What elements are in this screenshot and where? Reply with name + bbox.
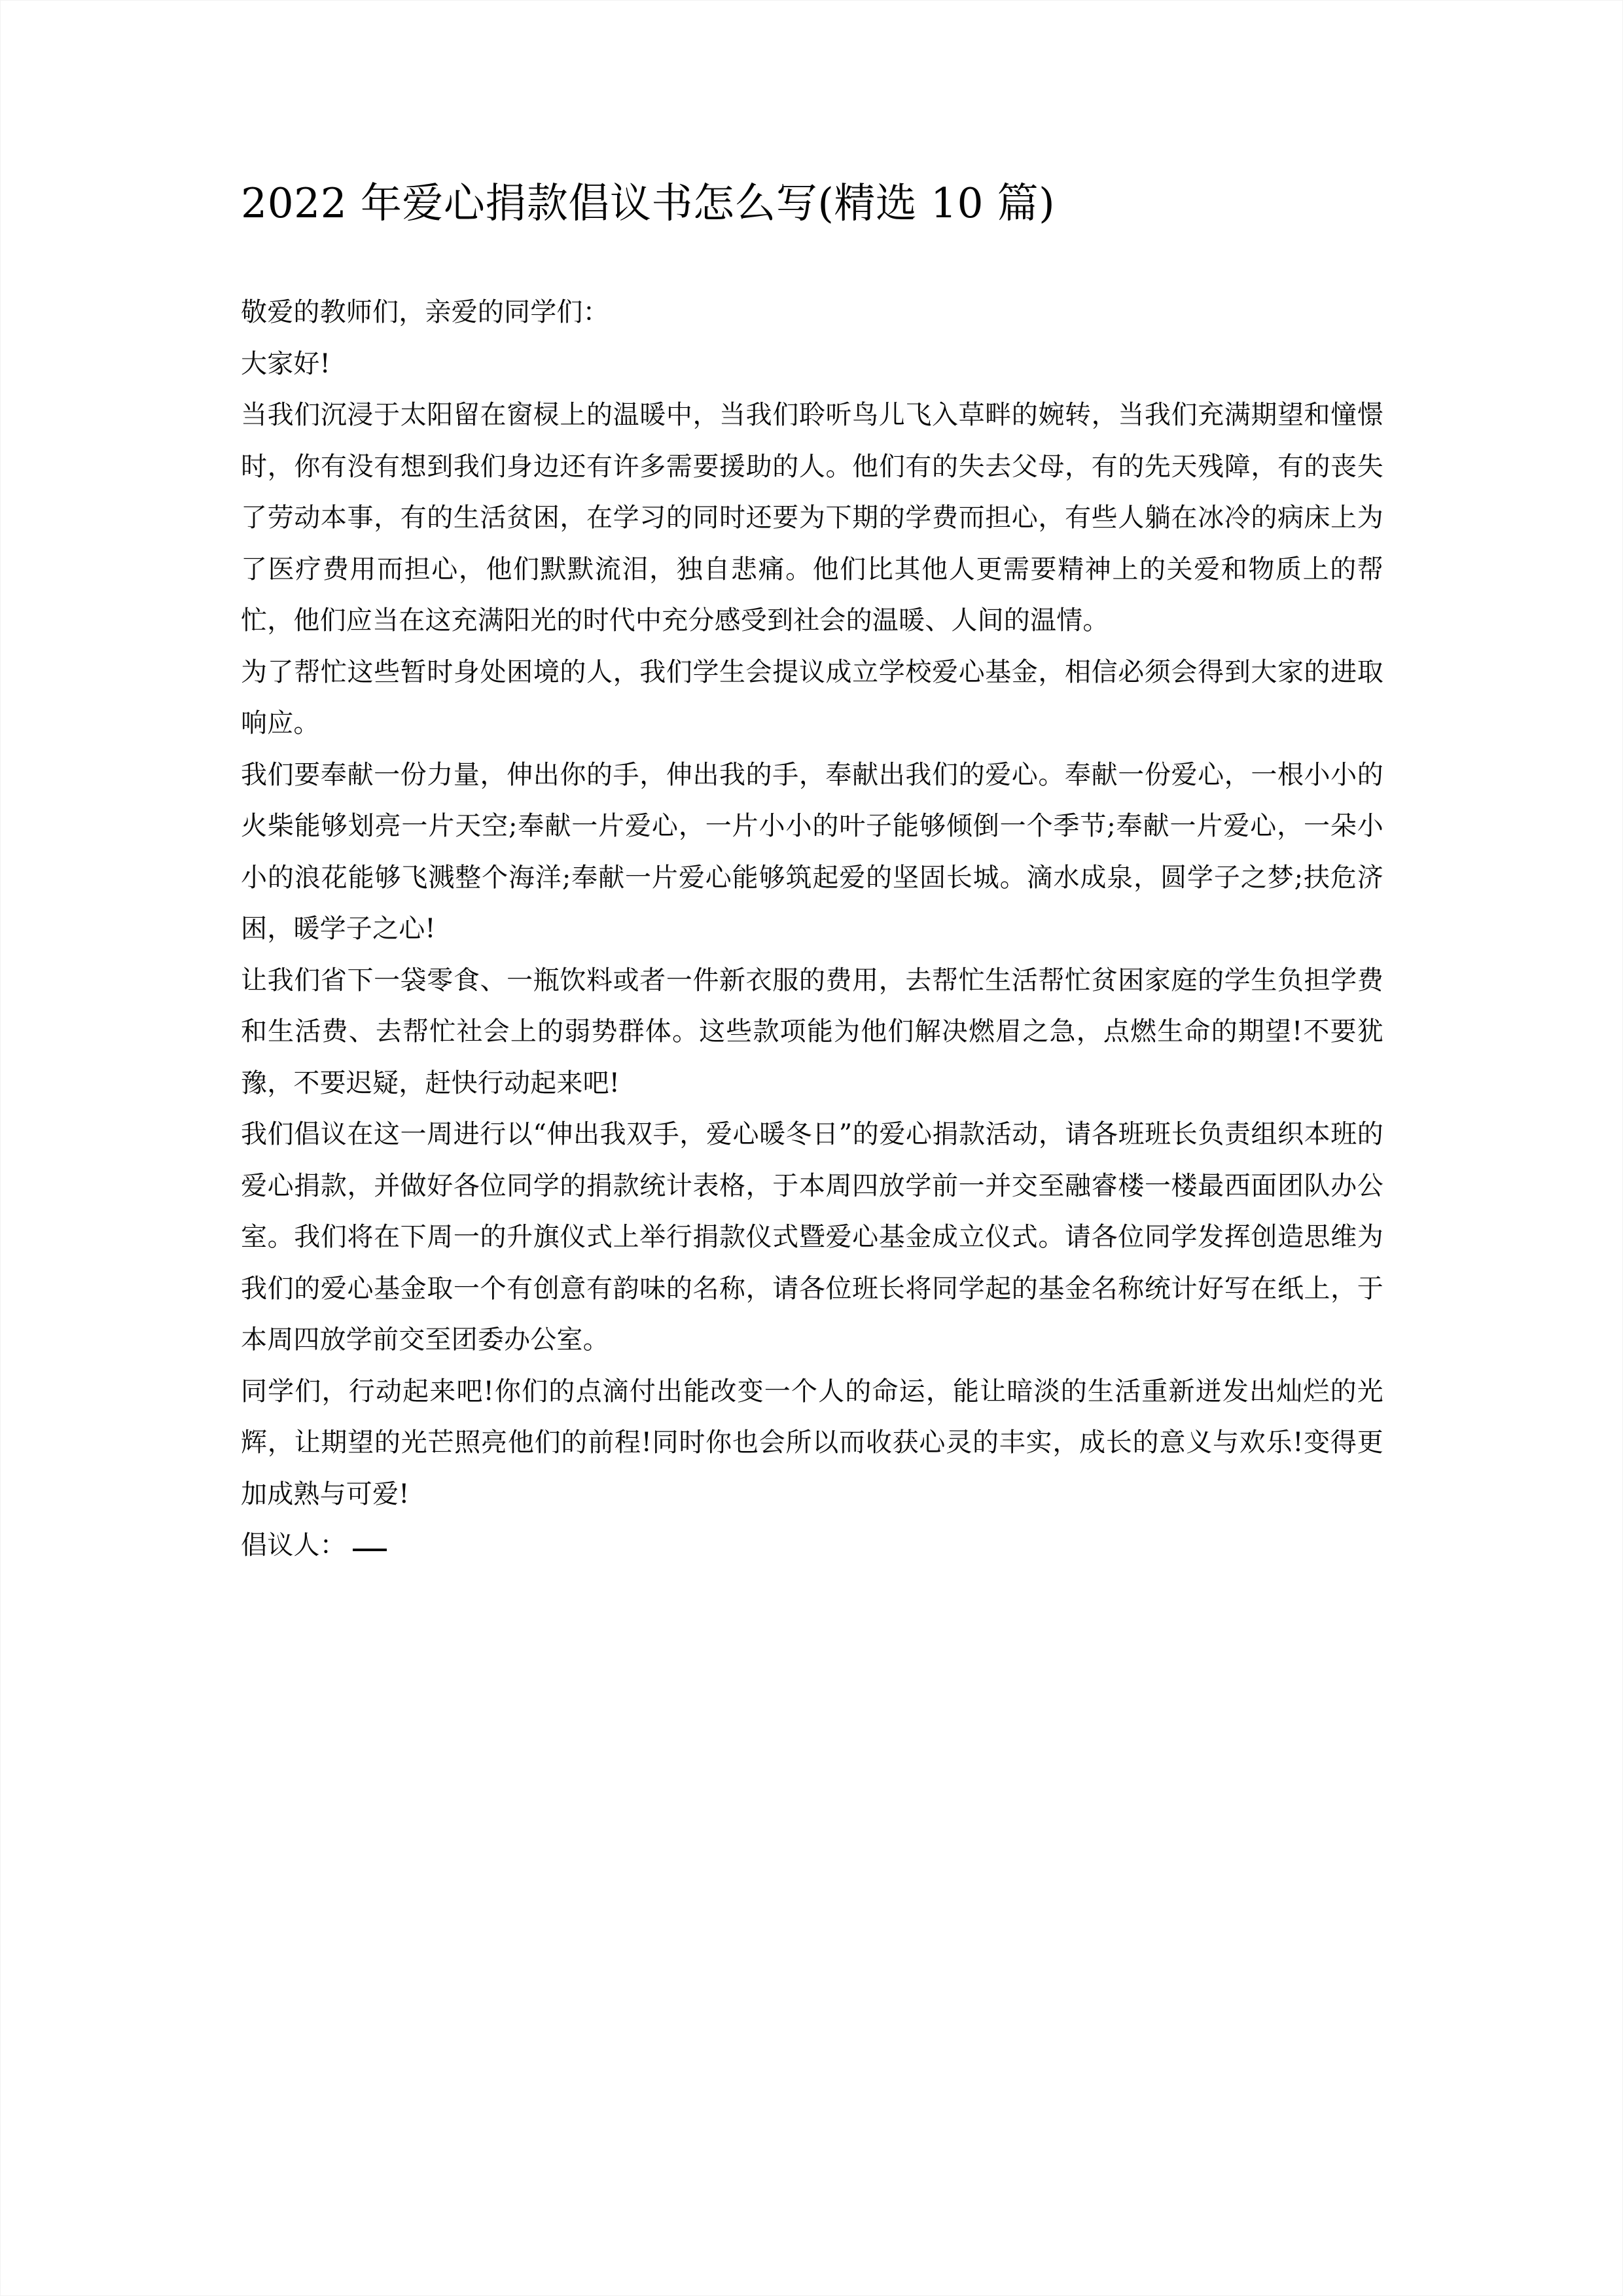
document-content bbox=[241, 175, 1383, 1571]
salutation-line: 敬爱的教师们，亲爱的同学们： bbox=[241, 297, 609, 327]
signature-blank bbox=[353, 1549, 387, 1551]
page-title: 2022 年爱心捐款倡议书怎么写(精选 10 篇) bbox=[241, 179, 1056, 227]
body-paragraph-1: 当我们沉浸于太阳留在窗棂上的温暖中，当我们聆听鸟儿飞入草畔的婉转，当我们充满期望和憧憬时，你有没有想到我们身边还有许多需要援助的人。他们有的失去父母，有的先天残障，有的丧失了劳动本事，有的生活贫困，在学习的同时还要为下期的学费而担心，有些人躺在冰冷的病床上为了医疗费用而担心，他们默默流泪，独自悲痛。他们比其他人更需要精神上的关爱和物质上的帮忙，他们应当在这充满阳光的时代中充分感受到社会的温暖、人间的温情。 bbox=[241, 400, 1383, 636]
body-paragraph-3: 我们要奉献一份力量，伸出你的手，伸出我的手，奉献出我们的爱心。奉献一份爱心，一根小小的火柴能够划亮一片天空;奉献一片爱心，一片小小的叶子能够倾倒一个季节;奉献一片爱心，一朵小小的浪花能够飞溅整个海洋;奉献一片爱心能够筑起爱的坚固长城。滴水成泉，圆学子之梦;扶危济困，暖学子之心! bbox=[241, 759, 1383, 944]
body-paragraph-6: 同学们，行动起来吧!你们的点滴付出能改变一个人的命运，能让暗淡的生活重新迸发出灿烂的光辉，让期望的光芒照亮他们的前程!同时你也会所以而收获心灵的丰实，成长的意义与欢乐!变得更加成熟与可爱! bbox=[241, 1376, 1383, 1509]
greeting-line: 大家好! bbox=[241, 348, 330, 379]
signature-line bbox=[241, 1520, 1383, 1571]
document-body bbox=[241, 287, 1383, 1571]
body-paragraph-2: 为了帮忙这些暂时身处困境的人，我们学生会提议成立学校爱心基金，相信必须会得到大家的进取响应。 bbox=[241, 656, 1383, 738]
body-paragraph-5: 我们倡议在这一周进行以“伸出我双手，爱心暖冬日”的爱心捐款活动，请各班班长负责组织本班的爱心捐款，并做好各位同学的捐款统计表格，于本周四放学前一并交至融睿楼一楼最西面团队办公室。我们将在下周一的升旗仪式上举行捐款仪式暨爱心基金成立仪式。请各位同学发挥创造思维为我们的爱心基金取一个有创意有韵味的名称，请各位班长将同学起的基金名称统计好写在纸上，于本周四放学前交至团委办公室。 bbox=[241, 1119, 1383, 1355]
body-paragraph-4: 让我们省下一袋零食、一瓶饮料或者一件新衣服的费用，去帮忙生活帮忙贫困家庭的学生负担学费和生活费、去帮忙社会上的弱势群体。这些款项能为他们解决燃眉之急，点燃生命的期望!不要犹豫，不要迟疑，赶快行动起来吧! bbox=[241, 965, 1383, 1098]
signature-label: 倡议人： bbox=[241, 1530, 346, 1560]
